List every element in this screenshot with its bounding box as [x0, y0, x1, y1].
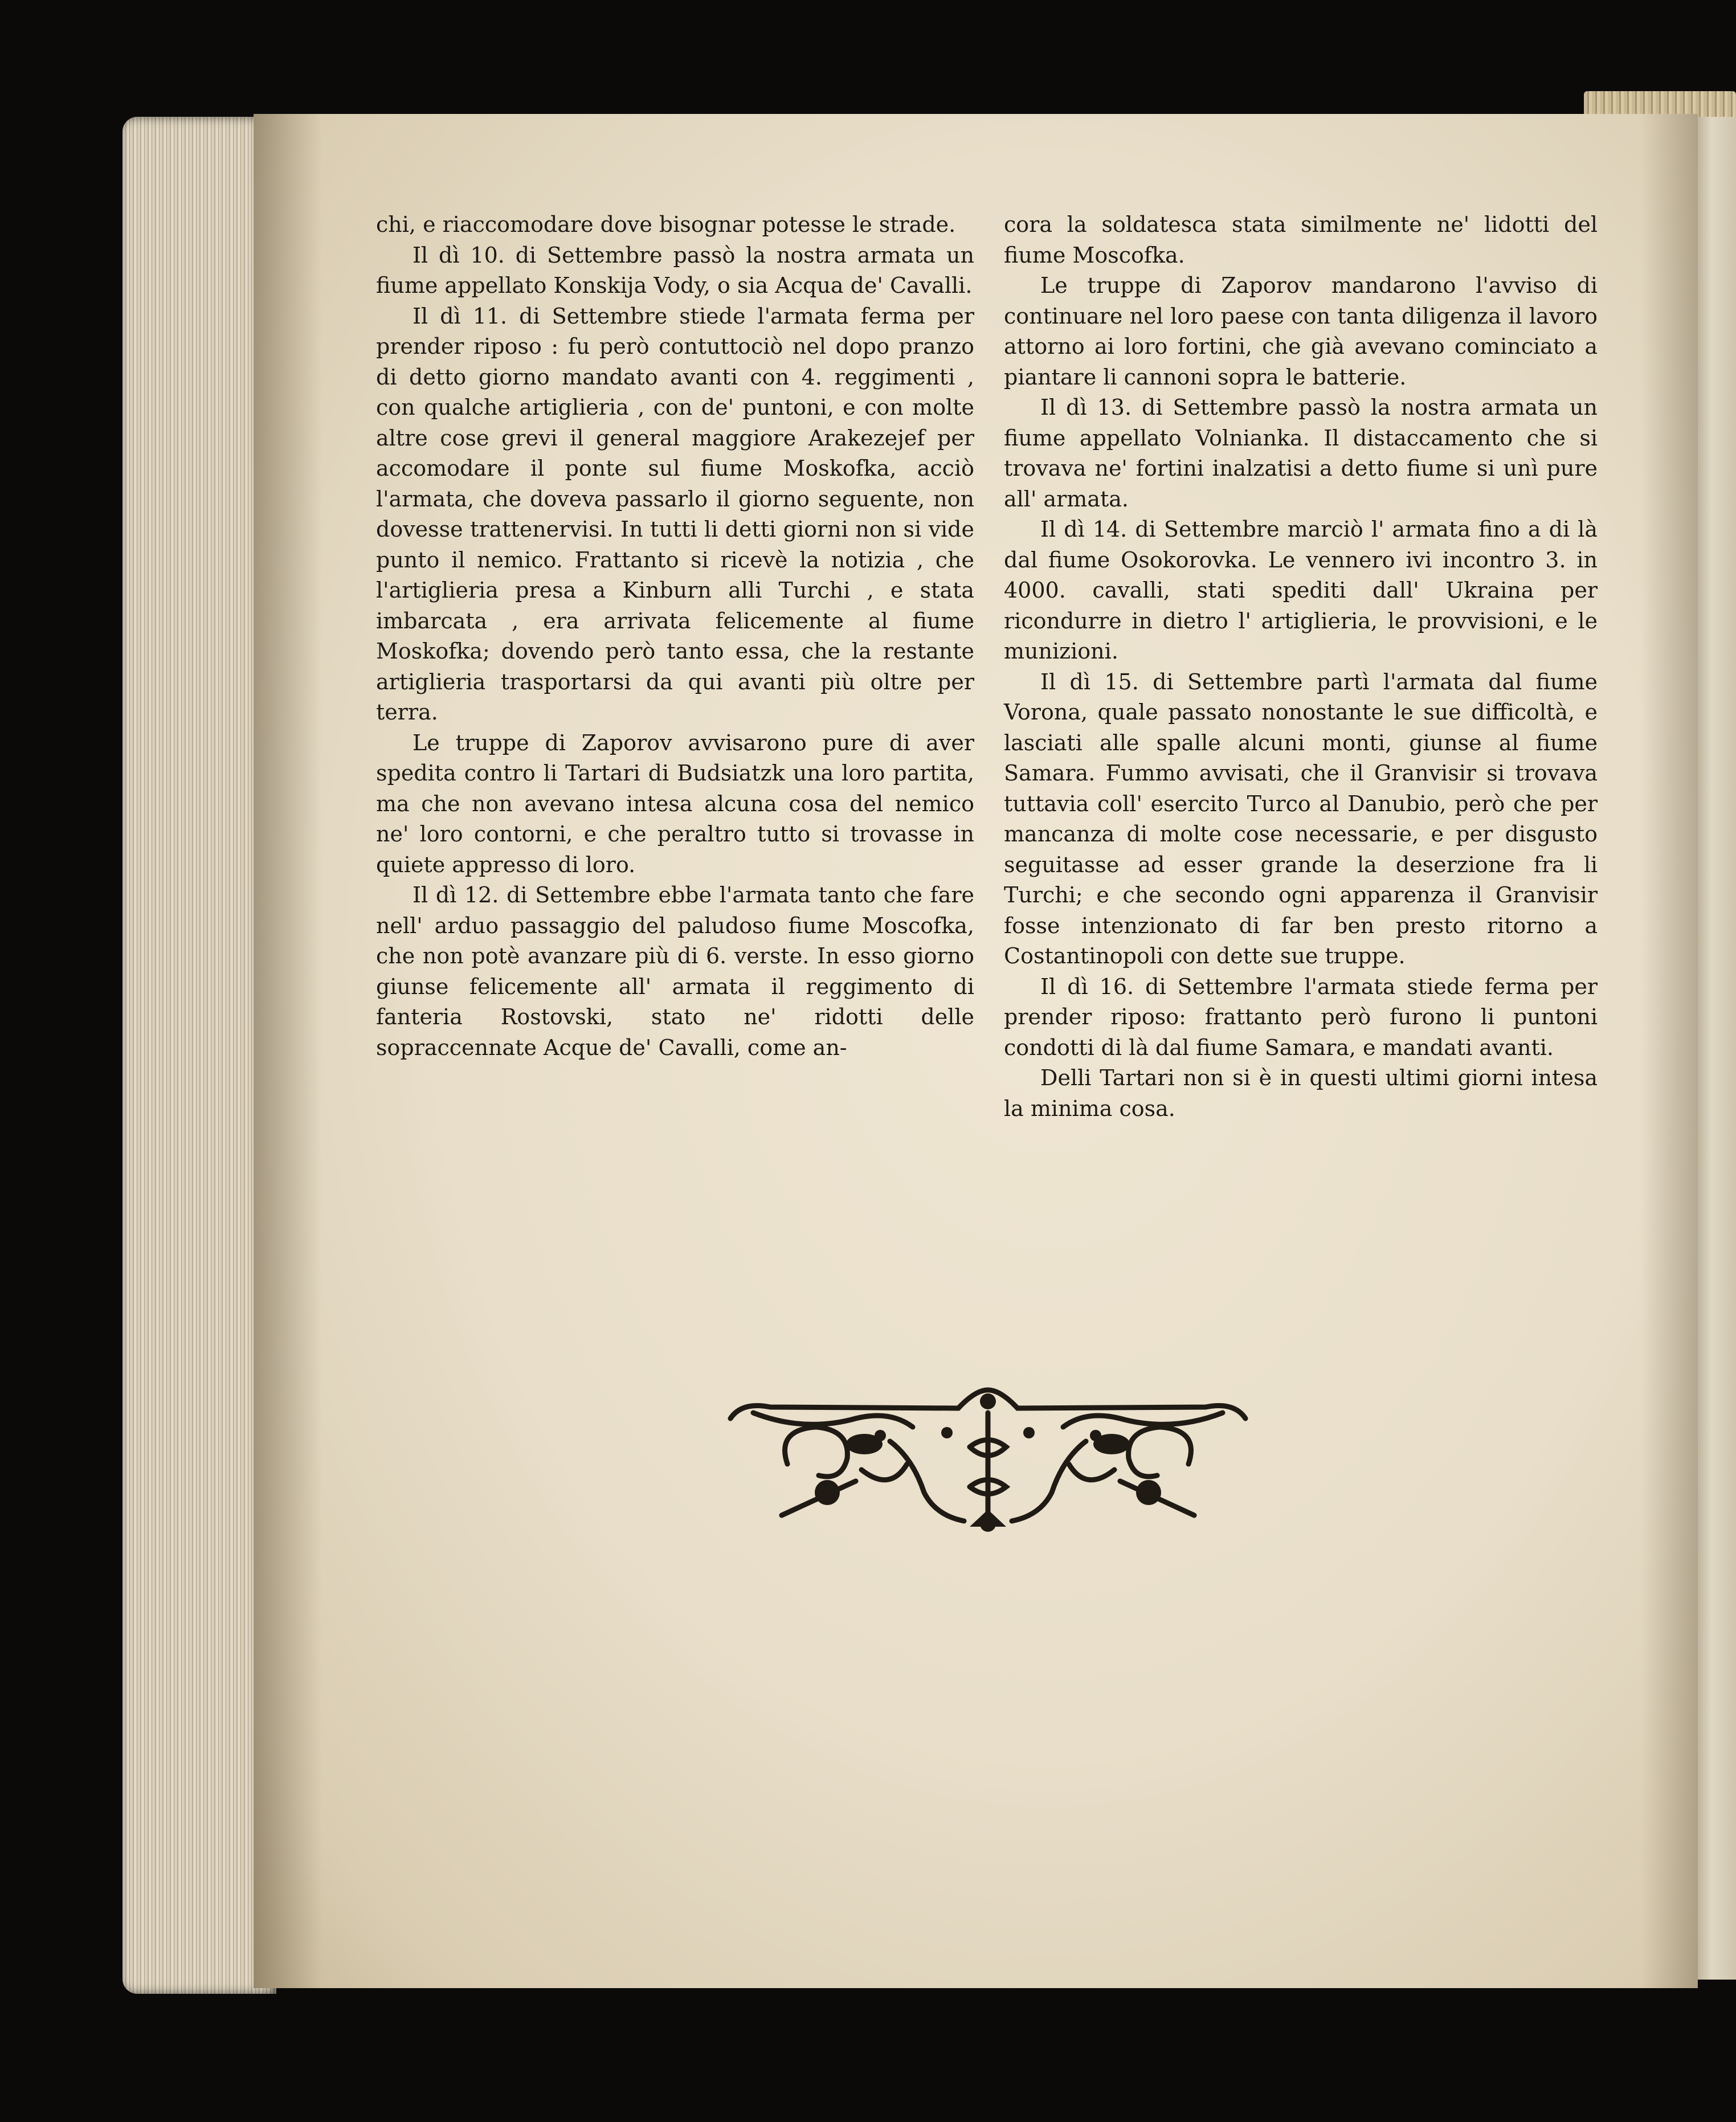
- paragraph: Il dì 12. di Settembre ebbe l'armata tanto che fare nell' arduo passaggio del paludoso fiume Moscofka, che non potè avanzare più di 6. verste. In esso giorno giunse felicemente all' armata il reggimento di fanteria Rostovski, stato ne' ridotti delle sopraccennate Acque de' Cavalli, come an-: [376, 882, 974, 1060]
- paragraph: Le truppe di Zaporov mandarono l'avviso di continuare nel loro paese con tanta diligenza il lavoro attorno ai loro fortini, che già avevano cominciato a piantare li cannoni sopra le batterie.: [1004, 273, 1598, 390]
- gutter-shadow: [254, 114, 322, 1988]
- floral-vignette-icon: [719, 1379, 1257, 1534]
- paragraph: Il dì 14. di Settembre marciò l' armata fino a di là dal fiume Osokorovka. Le vennero ivi incontro 3. in 4000. cavalli, stati spediti dall' Ukraina per ricondurre in dietro l' artiglieria, le provvisioni, e le munizioni.: [1004, 517, 1598, 664]
- page-edge-shadow: [1641, 114, 1698, 1988]
- paragraph: cora la soldatesca stata similmente ne' lidotti del fiume Moscofka.: [1004, 212, 1598, 268]
- paragraph: Il dì 13. di Settembre passò la nostra armata un fiume appellato Volnianka. Il distaccamento che si trovava ne' fortini inalzatisi a detto fiume si unì pure all' armata.: [1004, 395, 1598, 512]
- paragraph: Delli Tartari non si è in questi ultimi giorni intesa la minima cosa.: [1004, 1065, 1598, 1121]
- paragraph: Il dì 15. di Settembre partì l'armata dal fiume Vorona, quale passato nonostante le sue difficoltà, e lasciati alle spalle alcuni monti, giunse al fiume Samara. Fummo avvisati, che il Granvisir si trovava tuttavia coll' esercito Turco al Danubio, però che per mancanza di molte cose necessarie, e per disgusto seguitasse ad esser grande la deserzione fra li Turchi; e che secondo ogni apparenza il Granvisir fosse intenzionato di far ben presto ritorno a Costantinopoli con dette sue truppe.: [1004, 669, 1598, 968]
- paragraph: chi, e riaccomodare dove bisognar potesse le strade.: [376, 212, 956, 237]
- paragraph: Le truppe di Zaporov avvisarono pure di aver spedita contro li Tartari di Budsiatzk una loro partita, ma che non avevano intesa alcuna cosa del nemico ne' loro contorni, e che peraltro tutto si trovasse in quiete appresso di loro.: [376, 730, 974, 877]
- paragraph: Il dì 16. di Settembre l'armata stiede ferma per prender riposo: frattanto però furono li puntoni condotti di là dal fiume Samara, e mandati avanti.: [1004, 974, 1598, 1060]
- right-text-column: [1004, 210, 1598, 1124]
- paragraph: Il dì 11. di Settembre stiede l'armata ferma per prender riposo : fu però contuttociò nel dopo pranzo di detto giorno mandato avanti con 4. reggimenti , con qualche artiglieria , con de' puntoni, e con molte altre cose grevi il general maggiore Arakezejef per accomodare il ponte sul fiume Moskofka, acciò l'armata, che doveva passarlo il giorno seguente, non dovesse trattenervisi. In tutti li detti giorni non si vide punto il nemico. Frattanto si ricevè la notizia , che l'artiglieria presa a Kinburn alli Turchi , e stata imbarcata , era arrivata felicemente al fiume Moskofka; dovendo però tanto essa, che la restante artiglieria trasportarsi da qui avanti più oltre per terra.: [376, 303, 974, 725]
- paragraph: Il dì 10. di Settembre passò la nostra armata un fiume appellato Konskija Vody, o sia Acqua de' Cavalli.: [376, 242, 974, 298]
- left-text-column: [376, 210, 974, 1063]
- next-page-edge: [1695, 117, 1736, 1980]
